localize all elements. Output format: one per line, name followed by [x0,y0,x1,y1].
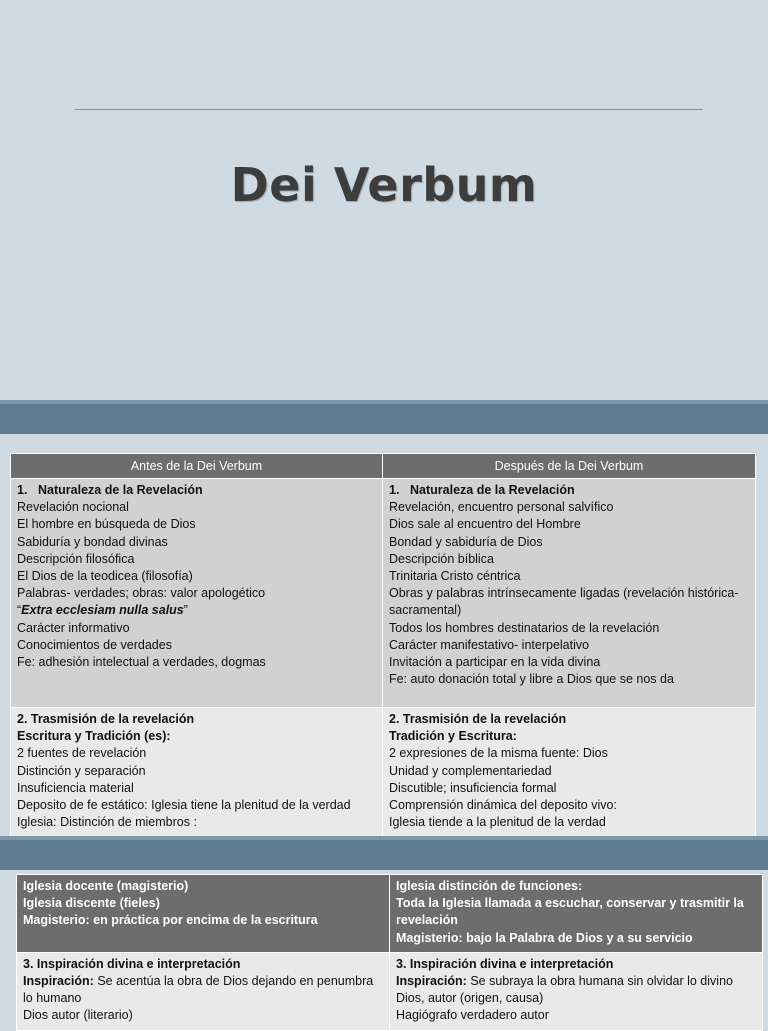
list-item: Carácter manifestativo- interpelativo [389,637,590,652]
table-row [11,479,756,708]
list-item: Carácter informativo [17,620,130,635]
list-item: Bondad y sabiduría de Dios [389,534,543,549]
latin-quote: “Extra ecclesiam nulla salus” [17,603,188,618]
cell-after-nature: 1. Naturaleza de la Revelación Revelación, encuentro personal salvífico Dios sale al encuentro del Hombre Bondad y sabiduría de Dios Descripción bíblica Trinitaria Cristo céntrica Obras y palabras intrínsecamente ligadas (revelación histórica- sacramental) Todos los hombres destinatarios de la revelación Carácter manifestativo- interpelativo Invitación a participar en la vida divina Fe: auto donación total y libre a Dios que se nos da [383,479,756,708]
cell-after-inspiration: 3. Inspiración divina e interpretación Inspiración: Se subraya la obra humana sin olvidar lo divino Dios, autor (origen, causa) Hagiógrafo verdadero autor [390,952,763,1030]
list-item: Invitación a participar en la vida divina [389,655,601,670]
list-item: Revelación nocional [17,500,129,515]
section-heading: Naturaleza de la Revelación [38,483,203,497]
cell-before-transmission [11,708,383,837]
list-item: Iglesia tiende a la plenitud de la verdad [389,815,606,830]
list-item: Hagiógrafo verdadero autor [396,1008,549,1023]
column-header-before: Antes de la Dei Verbum [11,454,383,479]
list-item: Insuficiencia material [17,780,134,795]
list-item: Revelación, encuentro personal salvífico [389,500,614,515]
list-item: Obras y palabras intrínsecamente ligadas (revelación histórica- sacramental) [389,586,739,618]
list-item: Unidad y complementariedad [389,763,552,778]
title-slide [0,0,768,402]
section-subheading: Tradición y Escritura: [389,729,517,744]
section-heading: 3. Inspiración divina e interpretación [23,956,241,971]
continuation-table [16,874,763,1031]
list-item: Iglesia discente (fieles) [23,896,160,911]
list-item: Iglesia docente (magisterio) [23,879,189,893]
cell-before-nature: 1. Naturaleza de la Revelación Revelación nocional El hombre en búsqueda de Dios Sabiduría y bondad divinas Descripción filosófica El Dios de la teodicea (filosofía) Palabras- verdades; obras: valor apologético “Extra ecclesiam nulla salus” Carácter informativo Conocimientos de verdades Fe: adhesión intelectual a verdades, dogmas [11,479,383,708]
list-item: Sabiduría y bondad divinas [17,534,168,549]
cell-after-church [390,875,763,953]
list-item: Deposito de fe estático: Iglesia tiene la plenitud de la verdad [17,798,351,813]
comparison-table [10,453,756,837]
column-header-after: Después de la Dei Verbum [383,454,756,479]
list-item: 2 expresiones de la misma fuente: Dios [389,746,608,761]
table-header-row [11,454,756,479]
table-row [17,952,763,1030]
slide-separator-band [0,400,768,434]
list-item: Conocimientos de verdades [17,637,172,652]
list-item: Distinción y separación [17,763,146,778]
list-item: Iglesia: Distinción de miembros : [17,815,197,830]
list-item: Todos los hombres destinatarios de la revelación [389,620,660,635]
list-item: Dios sale al encuentro del Hombre [389,517,581,532]
list-item: Discutible; insuficiencia formal [389,780,557,795]
list-item: Toda la Iglesia llamada a escuchar, conservar y trasmitir la revelación [396,896,744,928]
list-item: Fe: adhesión intelectual a verdades, dogmas [17,655,266,670]
list-item: El hombre en búsqueda de Dios [17,517,196,532]
list-item: Dios, autor (origen, causa) [396,991,544,1006]
list-item: Magisterio: en práctica por encima de la escritura [23,913,318,928]
title-divider [75,109,703,110]
section-subheading: Escritura y Tradición (es): [17,729,171,744]
list-item: Descripción filosófica [17,551,135,566]
slide-separator-band [0,836,768,870]
list-item: Descripción bíblica [389,551,494,566]
cell-before-inspiration: 3. Inspiración divina e interpretación Inspiración: Se acentúa la obra de Dios dejando en penumbra lo humano Dios autor (literario) [17,952,390,1030]
section-heading: 3. Inspiración divina e interpretación [396,956,614,971]
list-item: Palabras- verdades; obras: valor apologético [17,586,266,601]
list-item: Fe: auto donación total y libre a Dios que se nos da [389,672,674,687]
section-heading: 2. Trasmisión de la revelación [389,712,567,726]
list-item: Magisterio: bajo la Palabra de Dios y a su servicio [396,930,693,945]
table-row [11,708,756,837]
list-item: Iglesia distinción de funciones: [396,879,583,893]
slide-title: Dei Verbum [230,158,538,212]
list-item: Comprensión dinámica del deposito vivo: [389,798,617,813]
list-item: Trinitaria Cristo céntrica [389,569,521,584]
cell-after-transmission [383,708,756,837]
table-row [17,875,763,953]
list-item: 2 fuentes de revelación [17,746,147,761]
list-item: El Dios de la teodicea (filosofía) [17,569,193,584]
section-heading: 2. Trasmisión de la revelación [17,712,195,726]
cell-before-church [17,875,390,953]
section-heading: Naturaleza de la Revelación [410,483,575,497]
list-item: Dios autor (literario) [23,1008,133,1023]
